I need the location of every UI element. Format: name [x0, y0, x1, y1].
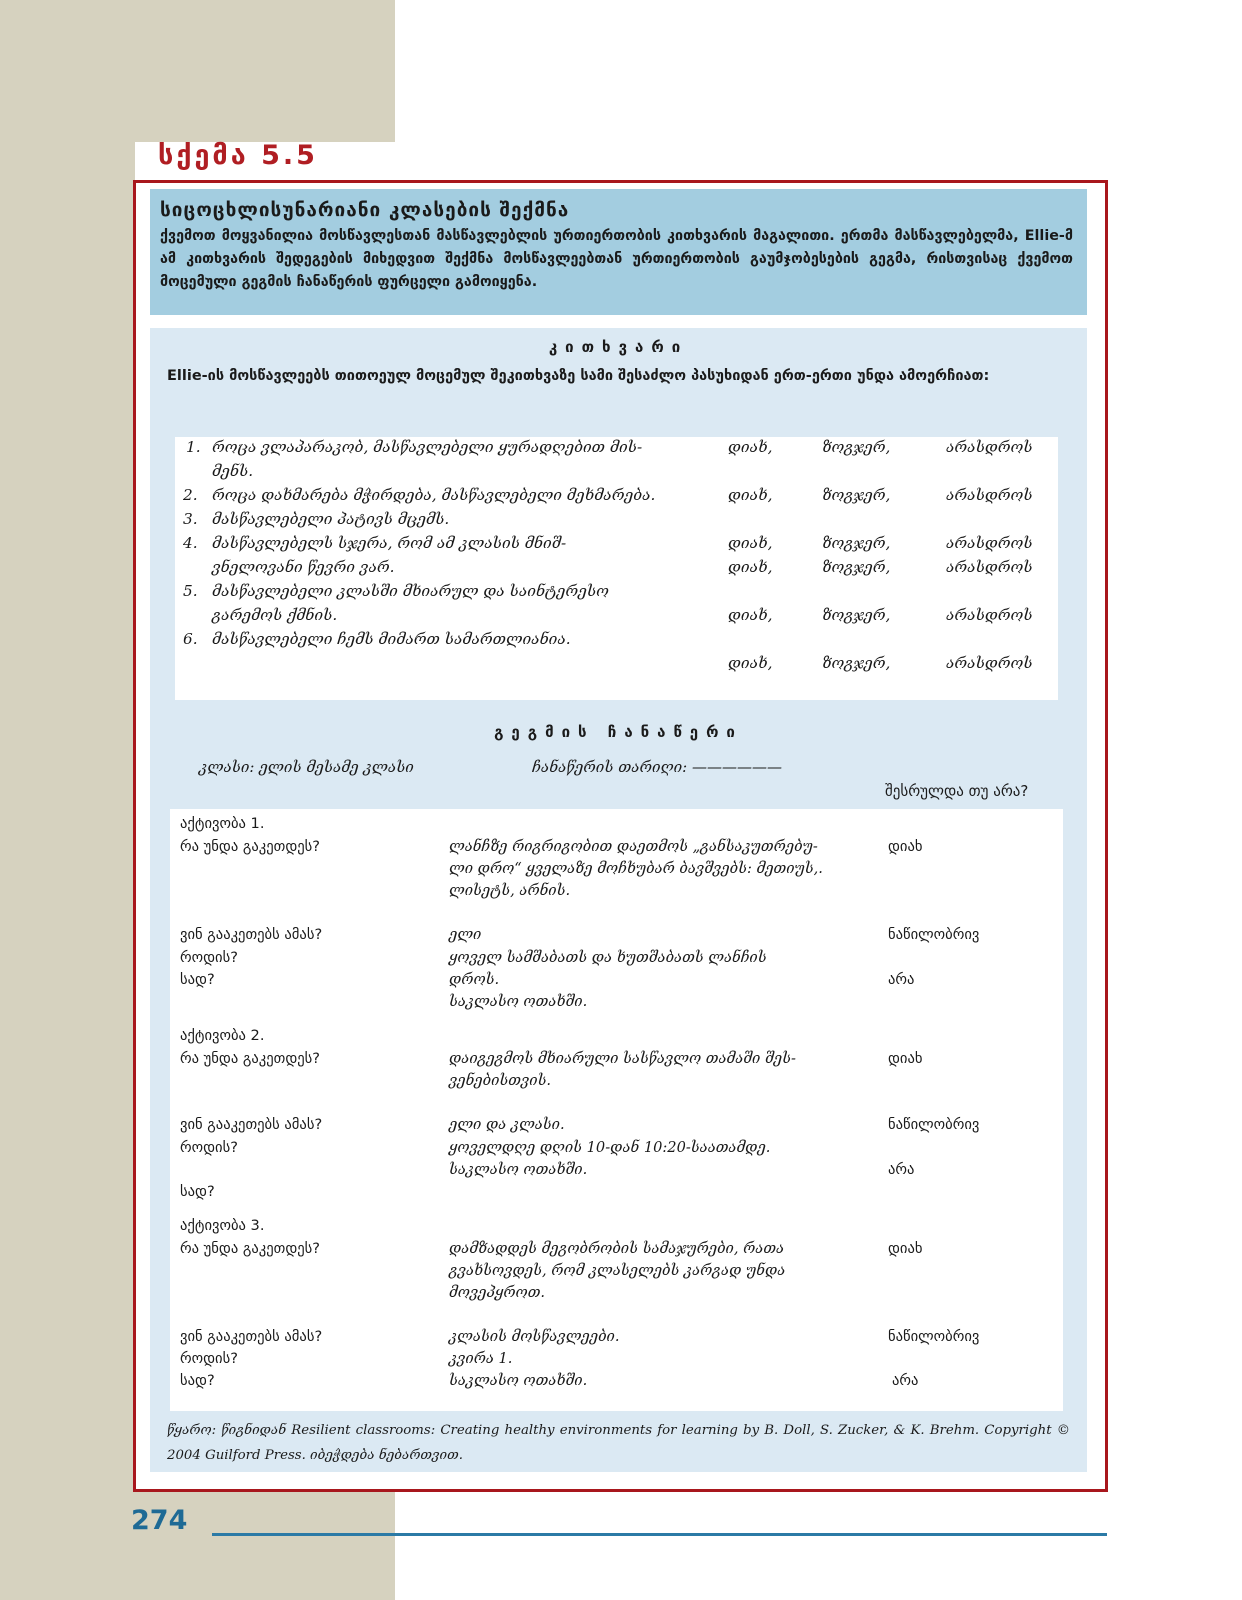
- plan-title: გეგმის ჩანაწერი: [494, 723, 743, 741]
- question-number: 1.: [186, 438, 201, 456]
- when-label: როდის?: [180, 1139, 238, 1156]
- where-value: საკლასო ოთახში.: [449, 993, 588, 1010]
- when-value: ყოველდღე დღის 10-დან 10:20-საათამდე.: [449, 1139, 771, 1156]
- question-text: როცა ვლაპარაკობ, მასწავლებელი ყურადღებით მის-: [212, 438, 643, 456]
- option-sometimes: ზოგჯერ,: [822, 534, 891, 552]
- question-text: გარემოს ქმნის.: [212, 606, 338, 624]
- when-value: დროს.: [449, 971, 500, 988]
- option-yes: დიახ,: [728, 654, 773, 672]
- when-value: კვირა 1.: [449, 1350, 513, 1367]
- plan-date: ჩანაწერის თარიღი: ——————: [532, 758, 782, 776]
- option-never: არასდროს: [946, 558, 1033, 576]
- question-text: ვნელოვანი წევრი ვარ.: [212, 558, 395, 576]
- plan-class: კლასი: ელის მესამე კლასი: [199, 758, 414, 776]
- option-yes: დიახ,: [728, 558, 773, 576]
- activity-heading: აქტივობა 2.: [180, 1027, 265, 1044]
- who-label: ვინ გააკეთებს ამას?: [180, 1116, 323, 1133]
- where-label: სად?: [180, 1372, 215, 1389]
- question-number: 5.: [183, 582, 198, 600]
- status-value: ნაწილობრივ: [888, 1116, 980, 1133]
- footer-rule: [212, 1533, 1107, 1536]
- question-text: მასწავლებელი პატივს მცემს.: [212, 510, 450, 528]
- where-value: საკლასო ოთახში.: [449, 1372, 588, 1389]
- option-yes: დიახ,: [728, 486, 773, 504]
- what-value: ვენებისთვის.: [449, 1072, 552, 1089]
- what-value: მოვეპყროთ.: [449, 1284, 546, 1301]
- when-label: როდის?: [180, 1350, 238, 1367]
- question-number: 4.: [183, 534, 198, 552]
- what-value: გვახსოვდეს, რომ კლასელებს კარგად უნდა: [449, 1262, 786, 1279]
- status-value: ნაწილობრივ: [888, 926, 980, 943]
- page-number: 274: [131, 1505, 188, 1536]
- status-value: არა: [892, 1372, 919, 1389]
- where-value: საკლასო ოთახში.: [449, 1161, 588, 1178]
- option-yes: დიახ,: [728, 438, 773, 456]
- option-never: არასდროს: [946, 534, 1033, 552]
- status-value: არა: [888, 1161, 915, 1178]
- activity-heading: აქტივობა 3.: [180, 1217, 265, 1234]
- who-value: ელი: [449, 926, 482, 943]
- question-number: 3.: [183, 510, 198, 528]
- source-note: წყარო: წიგნიდან Resilient classrooms: Creating healthy environments for learning by B. Doll, S. Zucker, & K. Brehm. Copyright © 2004 Guilford Press. იბეჭდება ნებართვით.: [167, 1423, 1070, 1463]
- plan-box: [170, 809, 1063, 1411]
- intro-text: ქვემოთ მოყვანილია მოსწავლესთან მასწავლებლის ურთიერთობის კითხვარის მაგალითი. ერთმა მასწავლებელმა, Ellie-მ ამ კითხვარის შედეგების მიხედვით შექმნა მოსწავლეებთან ურთიერთობის გაუმჯობესების გეგმა, რისთვისაც ქვემოთ მოცემული გეგმის ჩანაწერის ფურცელი გამოიყენა.: [160, 228, 1073, 290]
- option-never: არასდროს: [946, 438, 1033, 456]
- question-text: მასწავლებელი ჩემს მიმართ სამართლიანია.: [212, 630, 571, 648]
- question-text: მასწავლებელი კლასში მხიარულ და საინტერესო: [212, 582, 609, 600]
- who-label: ვინ გააკეთებს ამას?: [180, 1328, 323, 1345]
- status-value: დიახ: [888, 1240, 923, 1257]
- question-number: 2.: [183, 486, 198, 504]
- plan-done-header: შესრულდა თუ არა?: [885, 782, 1029, 800]
- what-value: დაიგეგმოს მხიარული სასწავლო თამაში შეს-: [449, 1050, 796, 1067]
- what-label: რა უნდა გაკეთდეს?: [180, 838, 321, 855]
- what-value: დამზადდეს მეგობრობის სამაჯურები, რათა: [449, 1240, 785, 1257]
- option-never: არასდროს: [946, 486, 1033, 504]
- where-label: სად?: [180, 1183, 215, 1200]
- question-number: 6.: [183, 630, 198, 648]
- what-label: რა უნდა გაკეთდეს?: [180, 1050, 321, 1067]
- status-value: ნაწილობრივ: [888, 1328, 980, 1345]
- option-sometimes: ზოგჯერ,: [822, 558, 891, 576]
- who-value: კლასის მოსწავლეები.: [449, 1328, 620, 1345]
- question-text: მენს.: [212, 462, 254, 480]
- what-value: ლანჩზე რიგრიგობით დაეთმოს „განსაკუთრებუ-: [449, 838, 818, 855]
- when-value: ყოველ სამშაბათს და ხუთშაბათს ლანჩის: [449, 949, 767, 966]
- where-label: სად?: [180, 971, 215, 988]
- scheme-title: სქემა 5.5: [158, 140, 318, 171]
- intro-title: სიცოცხლისუნარიანი კლასების შექმნა: [160, 199, 570, 221]
- activity-heading: აქტივობა 1.: [180, 815, 265, 832]
- when-label: როდის?: [180, 949, 238, 966]
- question-text: მასწავლებელს სჯერა, რომ ამ კლასის მნიშ-: [212, 534, 567, 552]
- what-label: რა უნდა გაკეთდეს?: [180, 1240, 321, 1257]
- option-never: არასდროს: [946, 654, 1033, 672]
- option-sometimes: ზოგჯერ,: [822, 438, 891, 456]
- option-sometimes: ზოგჯერ,: [822, 654, 891, 672]
- option-never: არასდროს: [946, 606, 1033, 624]
- questionnaire-title: კითხვარი: [548, 338, 689, 356]
- option-sometimes: ზოგჯერ,: [822, 486, 891, 504]
- questionnaire-instruction: Ellie-ის მოსწავლეებს თითოეულ მოცემულ შეკითხვაზე სამი შესაძლო პასუხიდან ერთ-ერთი უნდა ამოერჩიათ:: [167, 368, 990, 384]
- what-value: ლისეტს, არნის.: [449, 882, 571, 899]
- status-value: არა: [888, 971, 915, 988]
- status-value: დიახ: [888, 1050, 923, 1067]
- option-yes: დიახ,: [728, 534, 773, 552]
- who-label: ვინ გააკეთებს ამას?: [180, 926, 323, 943]
- question-text: როცა დახმარება მჭირდება, მასწავლებელი მეხმარება.: [212, 486, 656, 504]
- who-value: ელი და კლასი.: [449, 1116, 565, 1133]
- status-value: დიახ: [888, 838, 923, 855]
- what-value: ლი დრო“ ყველაზე მოჩხუბარ ბავშვებს: მეთიუს,.: [449, 860, 823, 877]
- option-sometimes: ზოგჯერ,: [822, 606, 891, 624]
- intro-box: [150, 189, 1087, 315]
- option-yes: დიახ,: [728, 606, 773, 624]
